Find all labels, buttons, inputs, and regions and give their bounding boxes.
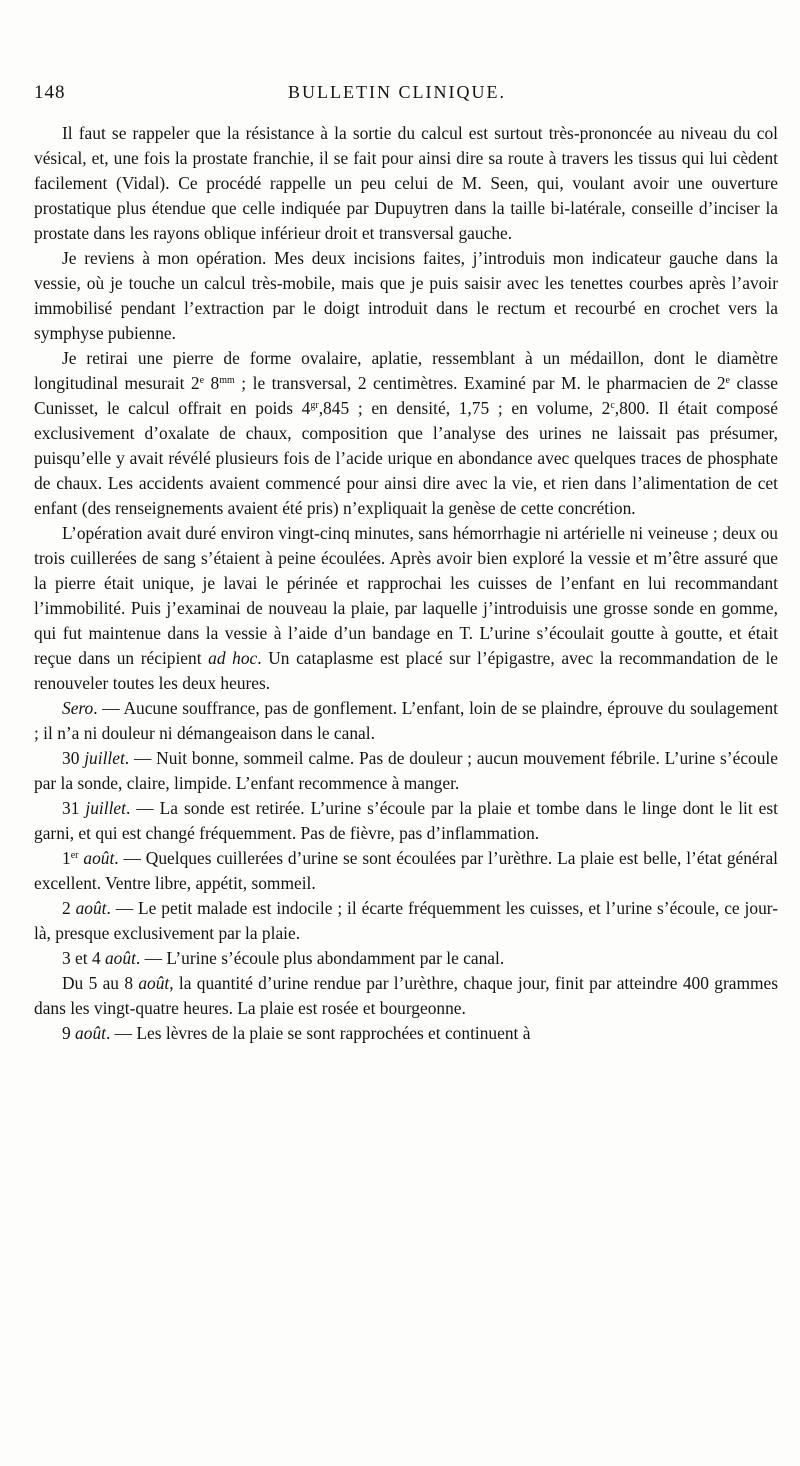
paragraph-2-aout: 2 août. — Le petit malade est indocile ; il écarte fréquemment les cuisses, et l’urine s’écoule, ce jour-là, presque exclusivement par la plaie.: [34, 898, 778, 943]
paragraph-duree-operation: L’opération avait duré environ vingt-cinq minutes, sans hémorrhagie ni artérielle ni veineuse ; deux ou trois cuillerées de sang s’étaient à peine écoulées. Après avoir bien exploré la vessie et m’être assuré que la pierre était unique, je lavai le périnée et rapprochai les cuisses de l’enfant en lui recommandant l’immobilité. Puis j’examinai de nouveau la plaie, par laquelle j’introduisis une grosse sonde en gomme, qui fut maintenue dans la vessie à l’aide d’un bandage en T. L’urine s’écoulait goutte à goutte, et était reçue dans un récipient ad hoc. Un cataplasme est placé sur l’épigastre, avec la recommandation de le renouveler toutes les deux heures.: [34, 523, 778, 693]
paragraph-sero: Sero. — Aucune souffrance, pas de gonflement. L’enfant, loin de se plaindre, éprouve du soulagement ; il n’a ni douleur ni démangeaison dans le canal.: [34, 698, 778, 743]
paragraph-30-juillet: 30 juillet. — Nuit bonne, sommeil calme. Pas de douleur ; aucun mouvement fébrile. L’urine s’écoule par la sonde, claire, limpide. L’enfant recommence à manger.: [34, 748, 778, 793]
page-number: 148: [34, 82, 66, 103]
body-text: [34, 121, 778, 1046]
paragraph-3-4-aout: 3 et 4 août. — L’urine s’écoule plus abondamment par le canal.: [62, 948, 505, 968]
paragraph-9-aout: 9 août. — Les lèvres de la plaie se sont rapprochées et continuent à: [62, 1023, 531, 1043]
paragraph-1-aout: 1er août. — Quelques cuillerées d’urine se sont écoulées par l’urèthre. La plaie est belle, l’état général excellent. Ventre libre, appétit, sommeil.: [34, 848, 778, 893]
paragraph-pierre: Je retirai une pierre de forme ovalaire, aplatie, ressemblant à un médaillon, dont le diamètre longitudinal mesurait 2e $8^{mm}$ ; le transversal, 2 centimètres. Examiné par M. le pharmacien de 2e classe Cunisset, le calcul offrait en poids $4^{gr},845$ ; en densité, 1,75 ; en volume, 2$^c$,800. Il était composé exclusivement d’oxalate de chaux, composition que l’analyse des urines ne laissait pas présumer, puisqu’elle y avait révélé plusieurs fois de l’acide urique en abondance avec quelques traces de phosphate de chaux. Les accidents avaient commencé pour ainsi dire avec la vie, et rien dans l’alimentation de cet enfant (des renseignements avaient été pris) n’expliquait la genèse de cette concrétion.: [34, 348, 778, 518]
paragraph-operation: Je reviens à mon opération. Mes deux incisions faites, j’introduis mon indicateur gauche dans la vessie, où je touche un calcul très-mobile, mais que je puis saisir avec les tenettes courbes après l’avoir immobilisé pendant l’extraction par le doigt introduit dans le rectum et recourbé en crochet vers la symphyse pubienne.: [34, 248, 778, 343]
paragraph-31-juillet: 31 juillet. — La sonde est retirée. L’urine s’écoule par la plaie et tombe dans le linge dont le lit est garni, et qui est changé fréquemment. Pas de fièvre, pas d’inflammation.: [34, 798, 778, 843]
page-header: [34, 82, 760, 112]
running-head: BULLETIN CLINIQUE.: [288, 82, 506, 102]
paragraph-5-8-aout: Du 5 au 8 août, la quantité d’urine rendue par l’urèthre, chaque jour, finit par atteindre 400 grammes dans les vingt-quatre heures. La plaie est rosée et bourgeonne.: [34, 973, 778, 1018]
paragraph-calcul-resistance: Il faut se rappeler que la résistance à la sortie du calcul est surtout très-prononcée au niveau du col vésical, et, une fois la prostate franchie, il se fait pour ainsi dire sa route à travers les tissus qui lui cèdent facilement (Vidal). Ce procédé rappelle un peu celui de M. Seen, qui, voulant avoir une ouverture prostatique plus étendue que celle indiquée par Dupuytren dans la taille bi-latérale, conseille d’inciser la prostate dans les rayons oblique inférieur droit et transversal gauche.: [34, 123, 778, 243]
